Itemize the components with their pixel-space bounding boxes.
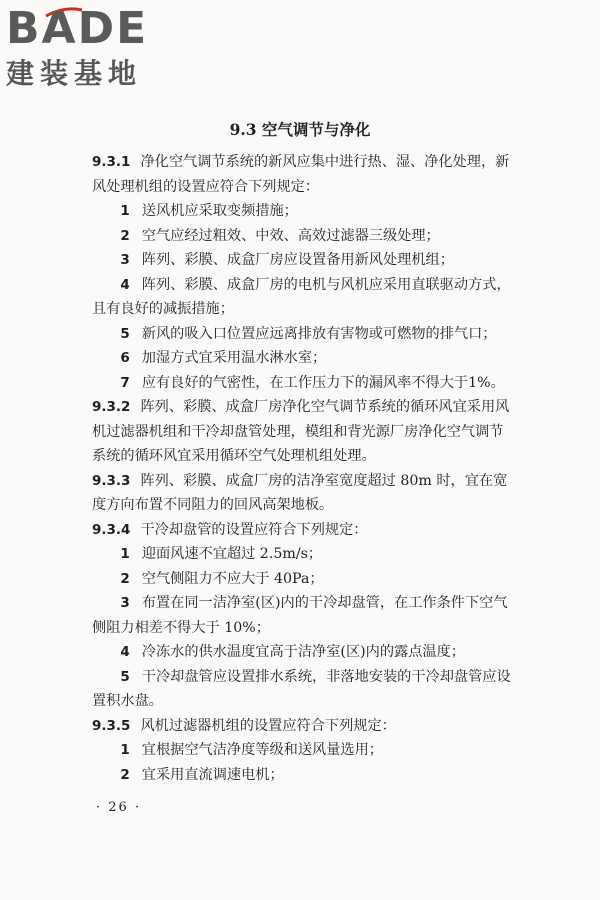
clause-text: 阵列、彩膜、成盒厂房净化空气调节系统的循环风宜采用风机过滤器机组和干冷却盘管处理，模组和背光源厂房净化空气调节系统的循环风宜采用循环空气处理机组处理。	[92, 399, 510, 464]
section-title: 9.3 空气调节与净化	[229, 120, 371, 139]
clause-number: 9.3.3	[92, 472, 131, 489]
clause-paragraph	[92, 150, 512, 199]
item-number: 1	[120, 742, 130, 758]
clause-item	[92, 248, 512, 273]
clause-item	[92, 199, 512, 224]
item-number: 7	[120, 374, 130, 391]
clause-text: 阵列、彩膜、成盒厂房应设置备用新风处理机组；	[141, 252, 454, 268]
clause-text: 阵列、彩膜、成盒厂房的洁净室宽度超过 80m 时，宜在宽度方向布置不同阻力的回风高架地板。	[92, 472, 508, 513]
document-body	[92, 150, 512, 787]
clause-paragraph	[92, 714, 512, 739]
clause-text: 送风机应采取变频措施；	[141, 203, 298, 219]
clause-paragraph	[92, 395, 512, 469]
item-number: 3	[120, 595, 130, 611]
item-number: 4	[120, 276, 130, 293]
clause-text: 干冷却盘管的设置应符合下列规定：	[140, 521, 368, 538]
item-number: 2	[120, 570, 130, 587]
page-number: · 26 ·	[96, 800, 142, 815]
clause-number: 9.3.2	[92, 399, 131, 415]
clause-text: 应有良好的气密性，在工作压力下的漏风率不得大于1%。	[141, 374, 505, 391]
clause-text: 宜采用直流调速电机；	[141, 766, 284, 783]
clause-text: 干冷却盘管应设置排水系统，非落地安装的干冷却盘管应设置积水盘。	[92, 668, 511, 709]
item-number: 2	[120, 766, 130, 783]
clause-number: 9.3.1	[92, 154, 131, 170]
clause-item	[92, 591, 512, 640]
logo-wordmark: BADE	[6, 3, 149, 54]
clause-item	[92, 322, 512, 347]
item-number: 5	[120, 325, 130, 342]
item-number: 1	[120, 203, 130, 219]
clause-text: 新风的吸入口位置应远离排放有害物或可燃物的排气口；	[141, 325, 497, 342]
item-number: 1	[120, 546, 130, 562]
bade-logo	[6, 4, 176, 94]
clause-text: 冷冻水的供水温度宜高于洁净室(区)内的露点温度；	[141, 644, 465, 660]
logo-chinese-name: 建装基地	[6, 57, 143, 90]
clause-item	[92, 224, 512, 249]
clause-item	[92, 738, 512, 763]
clause-paragraph	[92, 518, 512, 543]
item-number: 3	[120, 252, 130, 268]
clause-item	[92, 346, 512, 371]
clause-text: 空气侧阻力不应大于 40Pa；	[141, 570, 324, 587]
clause-item	[92, 763, 512, 788]
clause-number: 9.3.4	[92, 521, 131, 538]
clause-text: 净化空气调节系统的新风应集中进行热、湿、净化处理，新风处理机组的设置应符合下列规定：	[92, 154, 510, 195]
item-number: 5	[120, 668, 130, 685]
clause-item	[92, 567, 512, 592]
clause-text: 空气应经过粗效、中效、高效过滤器三级处理；	[141, 227, 440, 244]
clause-text: 宜根据空气洁净度等级和送风量选用；	[141, 742, 383, 758]
clause-item	[92, 640, 512, 665]
clause-text: 迎面风速不宜超过 2.5m/s；	[141, 546, 323, 562]
item-number: 4	[120, 644, 130, 660]
clause-text: 阵列、彩膜、成盒厂房的电机与风机应采用直联驱动方式，且有良好的减振措施；	[92, 276, 511, 317]
item-number: 2	[120, 227, 130, 244]
clause-text: 加湿方式宜采用温水淋水室；	[141, 350, 327, 366]
clause-item	[92, 371, 512, 396]
clause-paragraph	[92, 469, 512, 518]
clause-text: 布置在同一洁净室(区)内的干冷却盘管，在工作条件下空气侧阻力相差不得大于 10%；	[92, 595, 508, 636]
clause-item	[92, 542, 512, 567]
item-number: 6	[120, 350, 130, 366]
clause-text: 风机过滤器机组的设置应符合下列规定：	[140, 717, 396, 734]
clause-item	[92, 273, 512, 322]
clause-item	[92, 665, 512, 714]
clause-number: 9.3.5	[92, 717, 131, 734]
